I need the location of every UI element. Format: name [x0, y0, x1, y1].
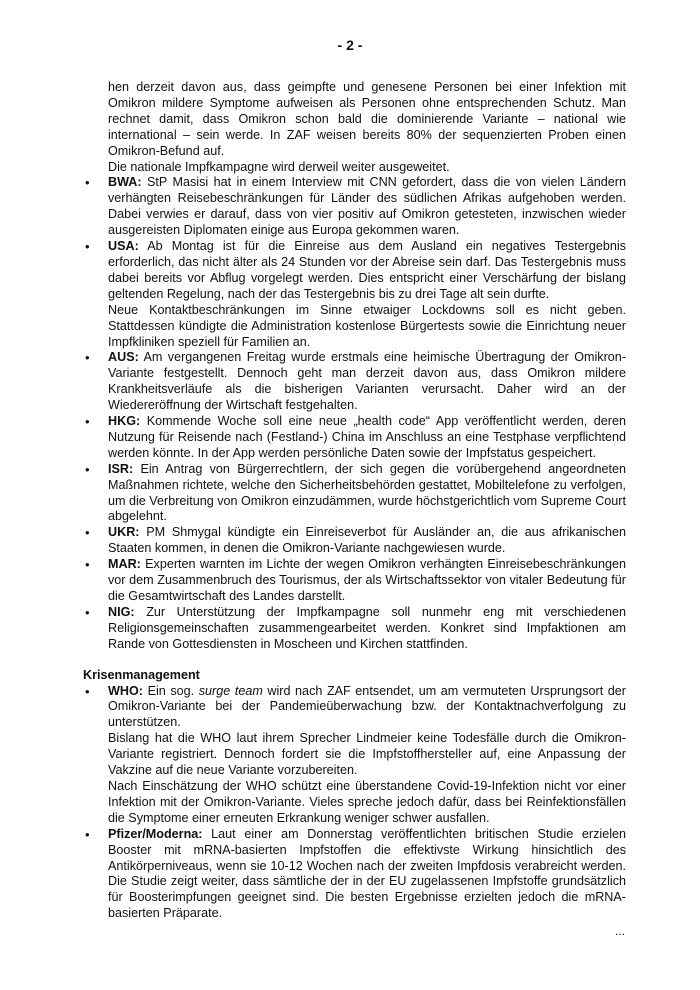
- list-item-who: [83, 684, 626, 827]
- country-label: HKG:: [108, 414, 141, 429]
- org-text-emphasis: surge team: [198, 683, 263, 698]
- bullet-icon: •: [85, 557, 90, 573]
- section-heading-krisenmanagement: Krisenmanagement: [83, 667, 200, 682]
- list-item-usa: [83, 239, 626, 350]
- document-body: [83, 80, 626, 922]
- bullet-icon: •: [85, 350, 90, 366]
- country-label: USA:: [108, 239, 139, 254]
- country-label: UKR:: [108, 525, 140, 540]
- country-extra-text: Neue Kontaktbeschränkungen im Sinne etwaiger Lockdowns soll es nicht geben. Stattdessen kündigte die Administration kostenlose Bürgertests sowie die Einrichtung neuer Impfkliniken speziell für Familien an.: [108, 302, 626, 349]
- list-item-bwa: [83, 175, 626, 239]
- country-text: StP Masisi hat in einem Interview mit CNN gefordert, dass die von vielen Ländern verhängten Reisebeschränkungen für Länder des südlichen Afrikas aufgehoben werden. Dabei verwies er darauf, dass von vier positiv auf Omikron getesteten, inzwischen wieder ausgereisten Diplomaten einige aus Europa gekommen waren.: [108, 175, 626, 238]
- bullet-icon: •: [85, 414, 90, 430]
- org-label: WHO:: [108, 683, 143, 698]
- country-text: Zur Unterstützung der Impfkampagne soll nunmehr eng mit verschiedenen Religionsgemeinschaften zusammengearbeitet werden. Konkret sind Impfaktionen am Rande von Gottesdiensten in Moscheen und Kirchen stattfinden.: [108, 604, 627, 651]
- list-item-aus: [83, 350, 626, 414]
- country-text: Ab Montag ist für die Einreise aus dem Ausland ein negatives Testergebnis erforderlich, das nicht älter als 24 Stunden vor der Abreise sein darf. Das Testergebnis muss dabei bereits vor Abflug vorgelegt werden. Dies entspricht einer Verschärfung der bislang geltenden Regelung, nach der das Testergebnis bis zu drei Tage alt sein durfte.: [108, 239, 626, 301]
- list-item-hkg: [83, 414, 626, 462]
- bullet-icon: •: [85, 461, 90, 477]
- continuation-marker: ...: [614, 924, 625, 938]
- org-paragraph: Bislang hat die WHO laut ihrem Sprecher Lindmeier keine Todesfälle durch die Omikron-Variante registriert. Dennoch fordert sie die Impfstoffhersteller auf, eine Anpassung der Vakzine auf die neue Variante vorzubereiten.: [108, 731, 626, 778]
- list-item-pfizer-moderna: [83, 827, 626, 922]
- list-item-ukr: [83, 525, 626, 557]
- list-item-mar: [83, 557, 626, 605]
- country-label: AUS:: [108, 350, 139, 365]
- bullet-icon: •: [85, 525, 90, 541]
- country-label: NIG:: [108, 604, 135, 619]
- intro-paragraph-2: Die nationale Impfkampagne wird derweil weiter ausgeweitet.: [108, 159, 450, 174]
- bullet-icon: •: [85, 683, 90, 699]
- country-text: Kommende Woche soll eine neue „health code“ App veröffentlicht werden, deren Nutzung für Reisende nach (Festland-) China im Anschluss an eine Testphase verpflichtend werden könnte. In der App werden persönliche Daten sowie der Impfstatus gespeichert.: [108, 414, 626, 460]
- country-text: Am vergangenen Freitag wurde erstmals eine heimische Übertragung der Omikron-Variante festgestellt. Dennoch geht man derzeit davon aus, dass Omikron mildere Krankheitsverläufe als die bisherigen Varianten verursacht. Daher wird an der Wiedereröffnung der Wirtschaft festgehalten.: [108, 350, 626, 413]
- list-item-isr: [83, 462, 626, 526]
- country-label: ISR:: [108, 461, 134, 476]
- country-label: BWA:: [108, 175, 142, 190]
- bullet-icon: •: [85, 175, 90, 191]
- org-text: Laut einer am Donnerstag veröffentlichten britischen Studie erzielen Booster mit mRNA-basierten Impfstoffen die effektivste Wirkung hinsichtlich des Antikörperniveaus, wenn sie 10-12 Wochen nach der zweiten Impfdosis verabreicht werden. Die Studie zeigt weiter, dass sämtliche der in der EU zugelassenen Impfstoffe grundsätzlich für Boosterimpfungen geeignet sind. Die besten Ergebnisse erzielten jedoch die mRNA-basierten Präparate.: [108, 826, 626, 921]
- org-paragraph: Nach Einschätzung der WHO schützt eine überstandene Covid-19-Infektion nicht vor einer Infektion mit der Omikron-Variante. Vieles spreche jedoch dafür, dass bei Reinfektionsfällen die Symptome einer erneuten Erkrankung weniger schwer ausfallen.: [108, 778, 626, 825]
- bullet-icon: •: [85, 826, 90, 842]
- org-label: Pfizer/Moderna:: [108, 826, 203, 841]
- org-text-end: wird nach ZAF entsendet, um am vermuteten Ursprungsort der Omikron-Variante bei der Pandemieüberwachung bzw. der Kontaktnachverfolgung zu unterstützen.: [108, 683, 626, 730]
- page-number: - 2 -: [337, 37, 363, 53]
- country-label: MAR:: [108, 557, 141, 572]
- bullet-icon: •: [85, 604, 90, 620]
- country-text: Ein Antrag von Bürgerrechtlern, der sich gegen die vorübergehend angeordneten Maßnahmen richtete, welche den Sicherheitsbehörden gestattet, Mobiltelefone zu verfolgen, um die Verbreitung von Omikron einzudämmen, wurde höchstgerichtlich vom Supreme Court abgelehnt.: [108, 461, 627, 524]
- org-text-start: Ein sog.: [147, 683, 199, 698]
- bullet-icon: •: [85, 239, 90, 255]
- country-text: Experten warnten im Lichte der wegen Omikron verhängten Einreisebeschränkungen vor dem Zusammenbruch des Tourismus, der als Wirtschaftssektor von vitaler Bedeutung für die Gesamtwirtschaft des Landes darstellt.: [108, 557, 626, 603]
- intro-paragraph: hen derzeit davon aus, dass geimpfte und genesene Personen bei einer Infektion mit Omikron mildere Symptome aufweisen als Personen ohne entsprechenden Schutz. Man rechnet damit, dass Omikron schon bald die dominierende Variante – national wie international – sein werde. In ZAF weisen bereits 80% der sequenzierten Proben einen Omikron-Befund auf.: [108, 80, 626, 158]
- country-text: PM Shmygal kündigte ein Einreiseverbot für Ausländer an, die aus afrikanischen Staaten kommen, in denen die Omikron-Variante nachgewiesen wurde.: [108, 525, 626, 556]
- list-item-nig: [83, 605, 626, 653]
